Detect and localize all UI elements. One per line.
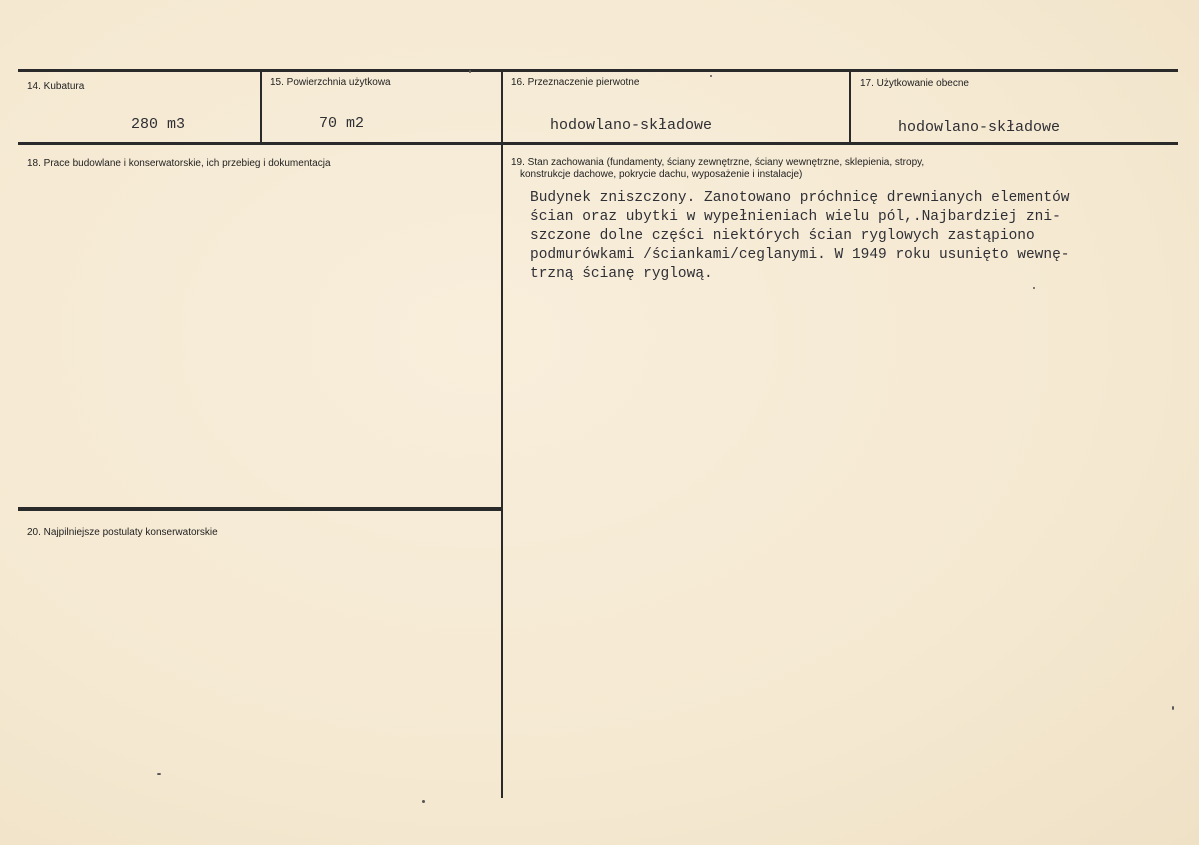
field-17-value: hodowlano-składowe (898, 119, 1061, 136)
typed-line-1: Budynek zniszczony. Zanotowano próchnicę drewnianych elementów (530, 190, 1070, 206)
field-17-label: 17. Użytkowanie obecne (860, 78, 969, 89)
field-14-label: 14. Kubatura (27, 81, 85, 92)
field-15-value: 70 m2 (319, 115, 365, 132)
field-15-label: 15. Powierzchnia użytkowa (270, 77, 391, 88)
paper-speck (157, 773, 161, 775)
column-divider-1 (260, 70, 262, 144)
paper-speck (469, 70, 471, 73)
paper-speck (422, 800, 425, 803)
field-19-label-line-2: konstrukcje dachowe, pokrycie dachu, wyposażenie i instalacje) (520, 169, 803, 180)
typed-line-4: podmurówkami /ściankami/ceglanymi. W 1949 roku usunięto wewnę- (530, 247, 1070, 263)
paper-speck (1033, 287, 1035, 289)
typed-line-5: trzną ścianę ryglową. (530, 266, 713, 282)
section-divider-line (18, 507, 502, 511)
row-divider-line (18, 142, 1178, 145)
field-14-value: 280 m3 (131, 116, 186, 133)
top-border-line (18, 69, 1178, 72)
field-19-label-line-1: 19. Stan zachowania (fundamenty, ściany zewnętrzne, ściany wewnętrzne, sklepienia, stropy, (511, 157, 925, 168)
paper-speck (710, 75, 712, 77)
column-divider-3 (849, 70, 851, 144)
field-20-label: 20. Najpilniejsze postulaty konserwatorskie (27, 527, 218, 538)
column-divider-2 (501, 70, 503, 798)
field-19-typed-text (530, 189, 1180, 284)
field-18-label: 18. Prace budowlane i konserwatorskie, ich przebieg i dokumentacja (27, 158, 331, 169)
typed-line-2: ścian oraz ubytki w wypełnieniach wielu pól,.Najbardziej zni- (530, 209, 1061, 225)
field-16-value: hodowlano-składowe (550, 117, 713, 134)
typed-line-3: szczone dolne części niektórych ścian ryglowych zastąpiono (530, 228, 1035, 244)
field-16-label: 16. Przeznaczenie pierwotne (511, 77, 640, 88)
paper-speck (1172, 706, 1174, 710)
